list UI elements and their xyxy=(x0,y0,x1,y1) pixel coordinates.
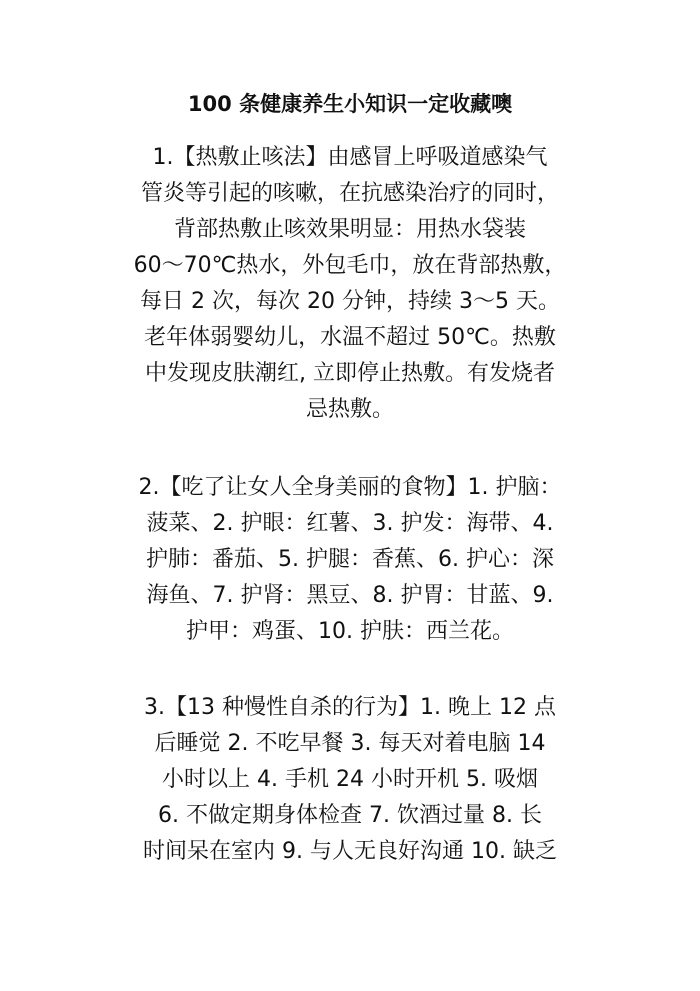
paragraph-line: 60～70℃热水，外包毛巾，放在背部热敷， xyxy=(133,253,567,278)
document-title: 100 条健康养生小知识一定收藏噢 xyxy=(187,92,513,116)
paragraph-line: 6. 不做定期身体检查 7. 饮酒过量 8. 长 xyxy=(158,803,542,828)
paragraph-line: 小时以上 4. 手机 24 小时开机 5. 吸烟 xyxy=(162,767,538,792)
paragraph-line: 后睡觉 2. 不吃早餐 3. 每天对着电脑 14 xyxy=(154,731,546,756)
paragraph-line: 每日 2 次，每次 20 分钟，持续 3～5 天。 xyxy=(140,289,560,314)
paragraph-line: 3.【13 种慢性自杀的行为】1. 晚上 12 点 xyxy=(144,695,556,720)
paragraph-line: 1.【热敷止咳法】由感冒上呼吸道感染气 xyxy=(152,145,548,170)
paragraph-3 xyxy=(100,690,600,870)
paragraph-2 xyxy=(100,470,600,650)
paragraph-line: 护肺：番茄、5. 护腿：香蕉、6. 护心：深 xyxy=(146,547,554,572)
paragraph-line: 护甲：鸡蛋、10. 护肤：西兰花。 xyxy=(186,619,514,644)
paragraph-line: 管炎等引起的咳嗽，在抗感染治疗的同时， xyxy=(140,181,559,206)
paragraph-line: 海鱼、7. 护肾：黑豆、8. 护胃：甘蓝、9. xyxy=(146,583,554,608)
paragraph-1 xyxy=(100,140,600,428)
paragraph-line: 背部热敷止咳效果明显：用热水袋装 xyxy=(173,217,526,242)
paragraph-line: 中发现皮肤潮红, 立即停止热敷。有发烧者 xyxy=(145,361,555,386)
paragraph-line: 忌热敷。 xyxy=(305,397,394,422)
paragraph-line: 菠菜、2. 护眼：红薯、3. 护发：海带、4. xyxy=(146,511,554,536)
paragraph-line: 时间呆在室内 9. 与人无良好沟通 10. 缺乏 xyxy=(143,839,557,864)
paragraph-line: 老年体弱婴幼儿，水温不超过 50℃。热敷 xyxy=(144,325,556,350)
paragraph-line: 2.【吃了让女人全身美丽的食物】1. 护脑： xyxy=(138,475,562,500)
